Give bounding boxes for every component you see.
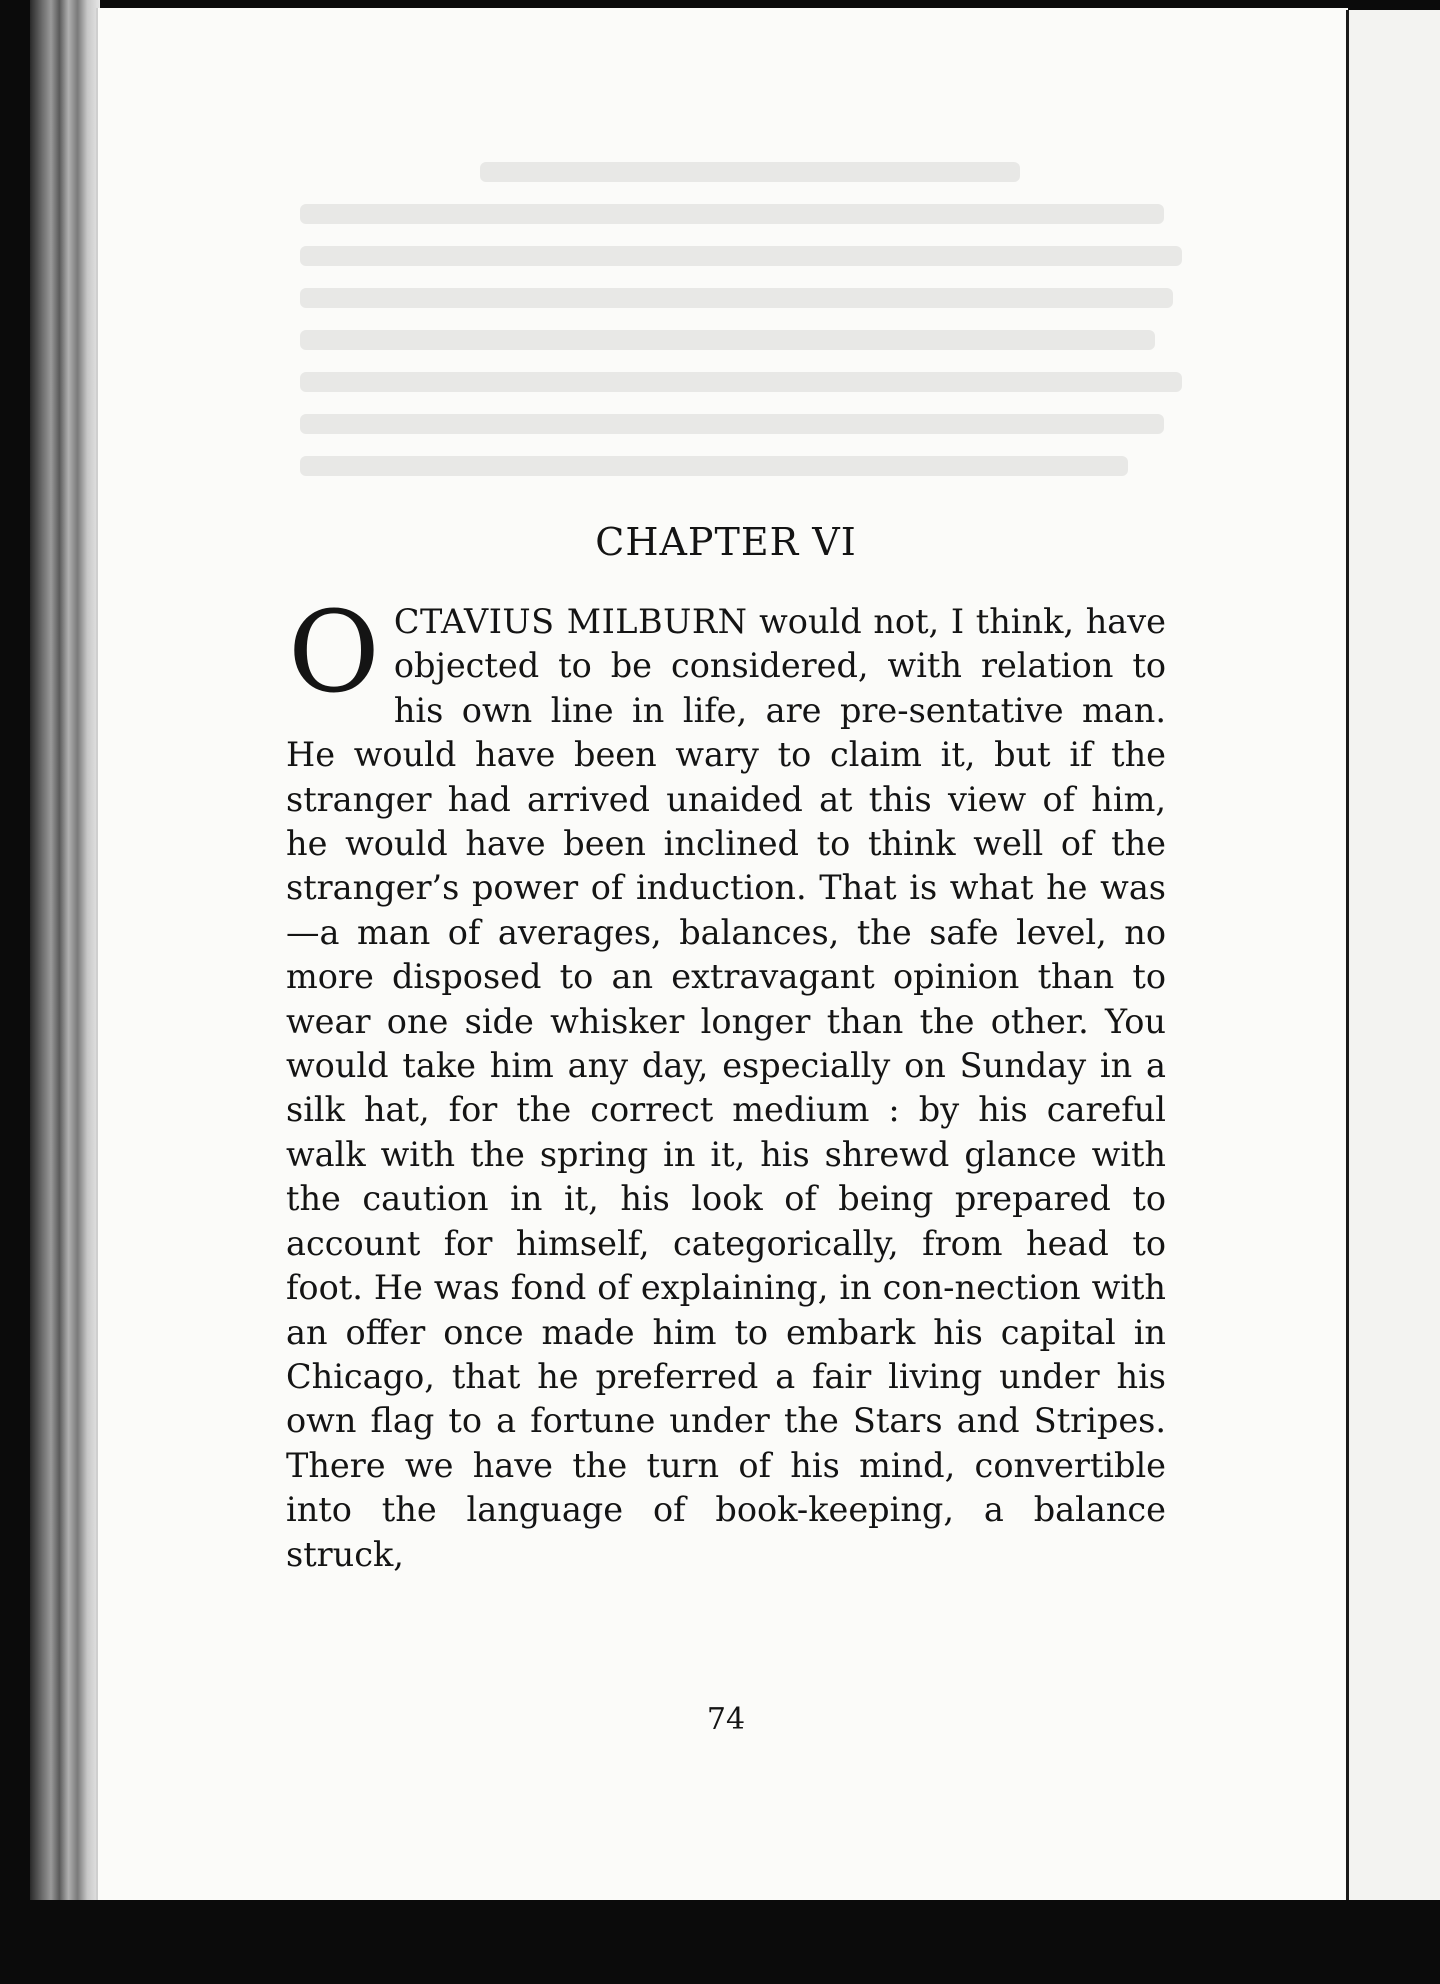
page-number: 74 xyxy=(706,1702,746,1737)
chapter-title: CHAPTER VI xyxy=(595,520,857,564)
opening-small-caps: CTAVIUS MILBURN xyxy=(393,602,748,641)
scan-bottom-border xyxy=(0,1900,1440,1984)
drop-cap: O xyxy=(288,588,380,718)
page-text-block xyxy=(286,520,1166,1577)
facing-page-edge xyxy=(1346,10,1440,1900)
book-page-stack-edge xyxy=(30,0,100,1984)
paragraph-body: would not, I think, have objected to be considered, with relation to his own line in life, are pre-sentative man. He would have been wary to claim it, but if the stranger had arrived unaided at this view of him, he would have been inclined to think well of the stranger’s power of induction. That is what he was —a man of averages, balances, the safe level, no more disposed to an extravagant opinion than to wear one side whisker longer than the other. You would take him any day, especially on Sunday in a silk hat, for the correct medium : by his careful walk with the spring in it, his shrewd glance with the caution in it, his look of being prepared to account for himself, categorically, from head to foot. He was fond of explaining, in con-nection with an offer once made him to embark his capital in Chicago, that he preferred a fair living under his own flag to a fortune under the Stars and Stripes. There we have the turn of his mind, convertible into the language of book-keeping, a balance struck, xyxy=(286,602,1166,1574)
chapter-paragraph xyxy=(286,588,1166,1577)
